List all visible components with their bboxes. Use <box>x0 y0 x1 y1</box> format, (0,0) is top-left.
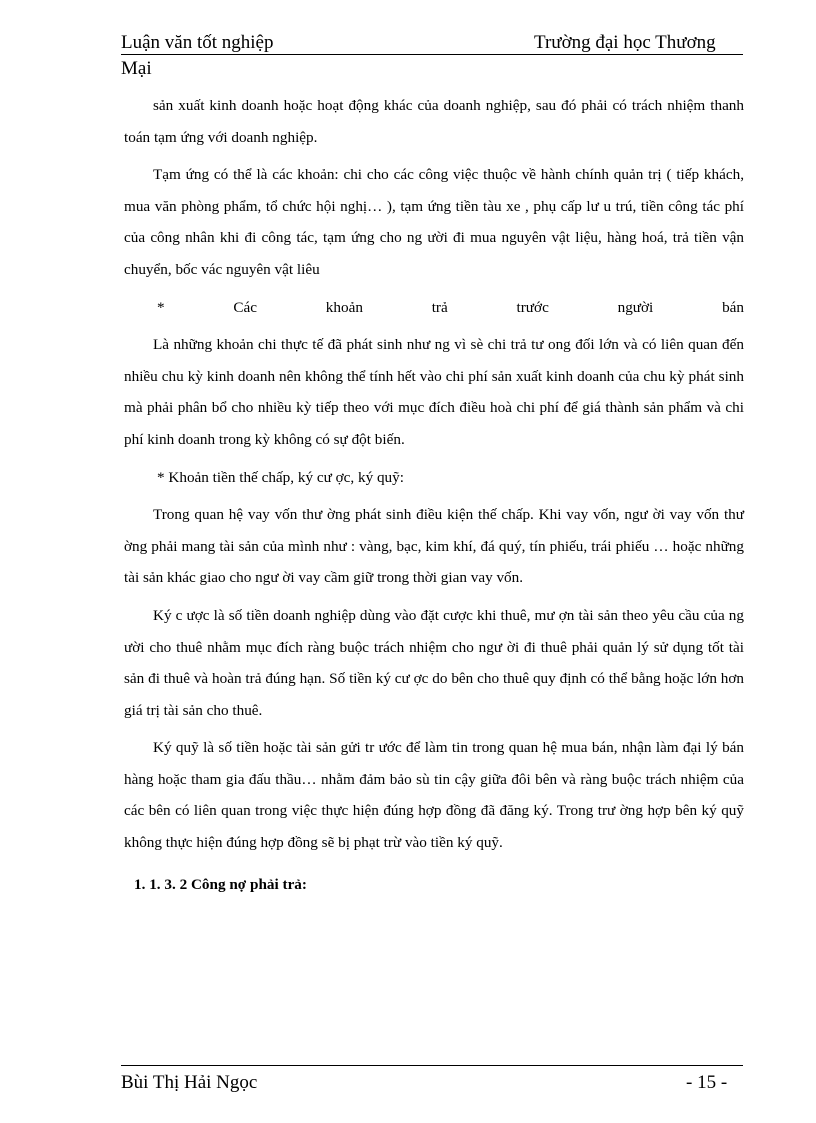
subheading-prepayments: * Các khoản trả trước người bán <box>157 298 744 316</box>
paragraph: Trong quan hệ vay vốn thư ờng phát sinh điều kiện thế chấp. Khi vay vốn, ngư ời vay vốn thư ờng phải mang tài sản của mình như : vàng, bạc, kim khí, đá quý, tín phiếu, trái phiếu … hoặc những tài sản khác giao cho ngư ời vay cầm giữ trong thời gian vay vốn. <box>124 506 744 587</box>
section-heading: 1. 1. 3. 2 Công nợ phải trả: <box>134 875 307 893</box>
footer-rule <box>121 1065 743 1066</box>
document-body <box>124 90 744 906</box>
paragraph: sản xuất kinh doanh hoặc hoạt động khác của doanh nghiệp, sau đó phải có trách nhiệm thanh toán tạm ứng với doanh nghiệp. <box>124 97 744 146</box>
header-continuation: Mại <box>121 58 152 79</box>
footer-page-number: - 15 - <box>686 1072 728 1093</box>
paragraph: Tạm ứng có thể là các khoản: chi cho các công việc thuộc về hành chính quản trị ( tiếp khách, mua văn phòng phẩm, tổ chức hội nghị… ), tạm ứng tiền tàu xe , phụ cấp lư u trú, tiền công tác phí của công nhân khi đi công tác, tạm ứng cho ng ười đi mua nguyên vật liệu, hàng hoá, trả tiền vận chuyển, bốc vác nguyên vật liêu <box>124 166 744 278</box>
header-right-text: Trường đại học Thương <box>534 32 716 53</box>
page-header <box>121 32 743 55</box>
subheading-deposits: * Khoản tiền thế chấp, ký cư ợc, ký quỹ: <box>157 468 404 486</box>
paragraph: Là những khoản chi thực tế đã phát sinh như ng vì sè chi trả tư ong đối lớn và có liên quan đến nhiều chu kỳ kinh doanh nên không thể tính hết vào chi phí sản xuất kinh doanh của chu kỳ phát sinh mà phải phân bổ cho nhiều kỳ tiếp theo với mục đích điều hoà chi phí để giá thành sản phẩm và chi phí kinh doanh trong kỳ không có sự đột biến. <box>124 336 744 448</box>
paragraph: Ký c ược là số tiền doanh nghiệp dùng vào đặt cược khi thuê, mư ợn tài sản theo yêu cầu của ng ười cho thuê nhằm mục đích ràng buộc trách nhiệm cho ngư ời đi thuê phải quản lý sử dụng tốt tài sản đi thuê và hoàn trả đúng hạn. Số tiền ký cư ợc do bên cho thuê quy định có thể bằng hoặc lớn hơn giá trị tài sản cho thuê. <box>124 606 744 719</box>
footer-author: Bùi Thị Hải Ngọc <box>121 1072 258 1093</box>
paragraph: Ký quỹ là số tiền hoặc tài sản gửi tr ước để làm tin trong quan hệ mua bán, nhận làm đại lý bán hàng hoặc tham gia đấu thầu… nhằm đảm bảo sù tin cậy giữa đôi bên và ràng buộc trách nhiệm của các bên có liên quan trong việc thực hiện đúng hợp đồng đã đăng ký. Trong trư ờng hợp bên ký quỹ không thực hiện đúng hợp đồng sẽ bị phạt trừ vào tiền ký quỹ. <box>124 739 744 852</box>
header-left-text: Luận văn tốt nghiệp <box>121 32 274 53</box>
